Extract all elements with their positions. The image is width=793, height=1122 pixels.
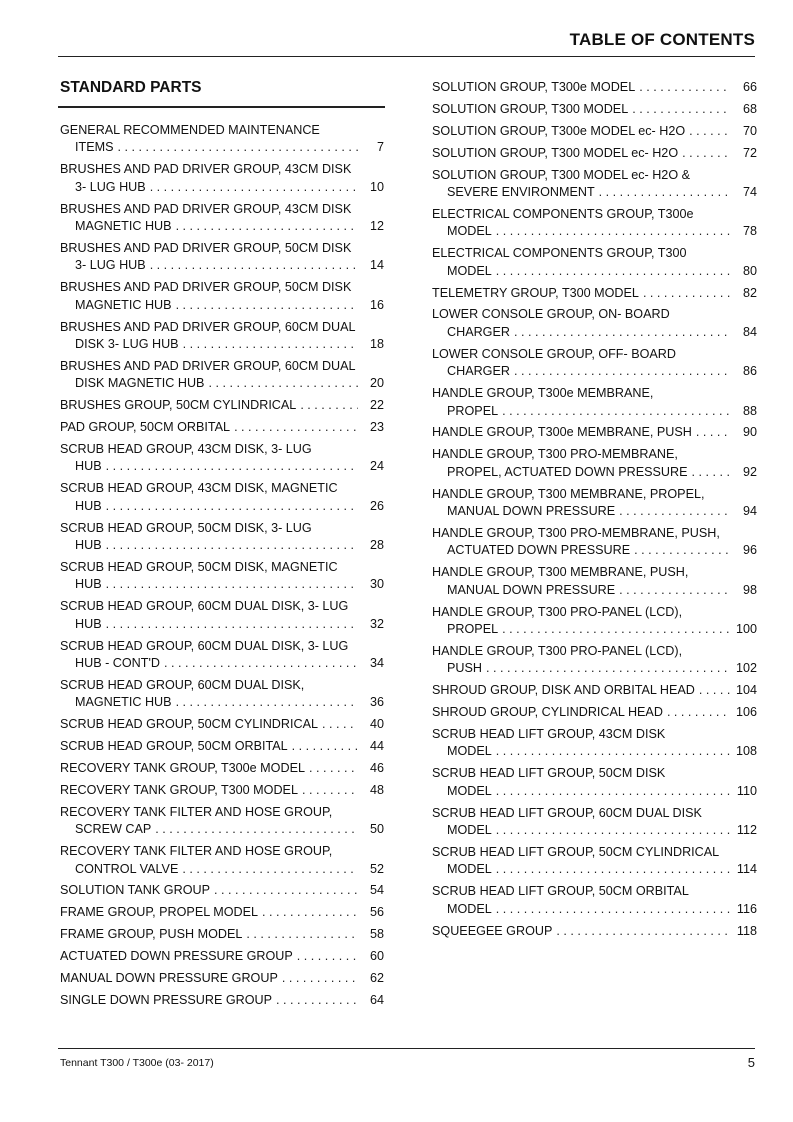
toc-entry-title: SOLUTION GROUP, T300 MODEL <box>432 101 629 116</box>
dot-leader <box>176 297 358 314</box>
toc-page-number: 90 <box>742 425 757 440</box>
dot-leader <box>699 682 730 699</box>
toc-entry[interactable] <box>432 145 757 162</box>
toc-page-number: 66 <box>742 80 757 94</box>
dot-leader <box>150 179 358 196</box>
toc-entry-title: SOLUTION GROUP, T300 MODEL ec- H2O & <box>432 167 691 182</box>
toc-entry[interactable] <box>60 638 384 673</box>
dot-leader <box>214 882 358 899</box>
toc-entry[interactable] <box>432 446 757 481</box>
toc-entry[interactable] <box>432 682 757 699</box>
header-divider <box>58 56 755 57</box>
toc-entry[interactable] <box>432 167 757 202</box>
toc-entry-title-continued: MODEL <box>447 862 492 877</box>
toc-entry-title-continued: 3- LUG HUB <box>75 179 146 194</box>
toc-page-number: 26 <box>369 498 384 513</box>
toc-entry-title: SCRUB HEAD LIFT GROUP, 50CM ORBITAL <box>432 884 689 899</box>
toc-entry-title-continued: DISK 3- LUG HUB <box>75 336 179 351</box>
dot-leader <box>632 101 731 118</box>
toc-entry[interactable] <box>60 598 384 633</box>
toc-entry-title-continued: PROPEL, ACTUATED DOWN PRESSURE <box>447 464 688 479</box>
toc-page-number: 86 <box>742 364 757 379</box>
toc-entry-title-continued: ITEMS <box>75 140 114 155</box>
dot-leader <box>514 363 731 380</box>
toc-entry-title-continued: SEVERE ENVIRONMENT <box>447 185 595 200</box>
toc-entry-title: PAD GROUP, 50CM ORBITAL <box>60 420 231 435</box>
toc-entry[interactable] <box>60 677 384 712</box>
dot-leader <box>117 139 358 156</box>
dot-leader <box>496 783 731 800</box>
dot-leader <box>639 79 731 96</box>
toc-entry[interactable] <box>60 319 384 354</box>
toc-entry[interactable] <box>60 738 384 755</box>
dot-leader <box>282 970 358 987</box>
toc-entry-title-continued: ACTUATED DOWN PRESSURE <box>447 543 631 558</box>
toc-page-number: 54 <box>369 883 384 898</box>
toc-page-number: 30 <box>369 577 384 592</box>
toc-entry-title: HANDLE GROUP, T300 MEMBRANE, PUSH, <box>432 565 689 580</box>
toc-entry-title: FRAME GROUP, PROPEL MODEL <box>60 905 259 920</box>
toc-entry-title: BRUSHES AND PAD DRIVER GROUP, 60CM DUAL <box>60 319 356 334</box>
dot-leader <box>496 743 730 760</box>
toc-entry-title: HANDLE GROUP, T300 PRO-MEMBRANE, PUSH, <box>432 525 720 540</box>
dot-leader <box>486 660 730 677</box>
toc-entry-title-continued: HUB <box>75 616 102 631</box>
toc-entry-title-continued: HUB <box>75 498 102 513</box>
toc-entry-title: BRUSHES AND PAD DRIVER GROUP, 43CM DISK <box>60 162 352 177</box>
toc-page-number: 7 <box>376 140 384 155</box>
toc-page-number: 92 <box>742 464 757 479</box>
dot-leader <box>234 419 358 436</box>
toc-entry[interactable] <box>60 480 384 515</box>
toc-entry[interactable] <box>432 643 757 678</box>
toc-page-number: 16 <box>369 297 384 312</box>
toc-entry[interactable] <box>432 123 757 140</box>
toc-entry-title: SCRUB HEAD GROUP, 50CM CYLINDRICAL <box>60 717 318 732</box>
toc-page-number: 70 <box>742 123 757 138</box>
dot-leader <box>106 576 358 593</box>
toc-entry-title-continued: MODEL <box>447 823 492 838</box>
toc-entry-title: SHROUD GROUP, DISK AND ORBITAL HEAD <box>432 683 695 698</box>
toc-entry[interactable] <box>432 79 757 96</box>
dot-leader <box>496 263 731 280</box>
toc-entry[interactable] <box>60 520 384 555</box>
toc-entry-title-continued: MODEL <box>447 744 492 759</box>
dot-leader <box>514 324 731 341</box>
toc-page-number: 68 <box>742 101 757 116</box>
section-divider <box>58 106 385 108</box>
toc-entry-title-continued: HUB <box>75 538 102 553</box>
toc-entry-title: SHROUD GROUP, CYLINDRICAL HEAD <box>432 705 663 720</box>
toc-page-number: 10 <box>369 179 384 194</box>
dot-leader <box>106 616 358 633</box>
toc-entry[interactable] <box>432 604 757 639</box>
toc-page-number: 44 <box>369 739 384 754</box>
toc-entry-title: RECOVERY TANK FILTER AND HOSE GROUP, <box>60 844 333 859</box>
footer-divider <box>58 1048 755 1049</box>
dot-leader <box>182 861 358 878</box>
toc-page-number: 36 <box>369 695 384 710</box>
toc-entry-title: SCRUB HEAD GROUP, 50CM ORBITAL <box>60 739 288 754</box>
toc-page-number: 22 <box>369 398 384 413</box>
toc-entry[interactable] <box>60 161 384 196</box>
dot-leader <box>322 716 358 733</box>
toc-page-number: 88 <box>742 403 757 418</box>
toc-page-number: 94 <box>742 504 757 519</box>
toc-entry[interactable] <box>60 760 384 777</box>
dot-leader <box>292 738 358 755</box>
footer-page-number: 5 <box>747 1055 755 1070</box>
toc-page-number: 72 <box>742 145 757 160</box>
toc-page-number: 102 <box>735 661 757 676</box>
toc-page-number: 108 <box>735 744 757 759</box>
toc-page-number: 40 <box>369 717 384 732</box>
toc-entry-title: ELECTRICAL COMPONENTS GROUP, T300e <box>432 206 694 221</box>
dot-leader <box>106 537 358 554</box>
toc-entry-title: LOWER CONSOLE GROUP, ON- BOARD <box>432 307 670 322</box>
dot-leader <box>183 336 358 353</box>
dot-leader <box>667 704 730 721</box>
dot-leader <box>502 403 731 420</box>
toc-entry-title: LOWER CONSOLE GROUP, OFF- BOARD <box>432 346 676 361</box>
dot-leader <box>300 397 358 414</box>
toc-entry[interactable] <box>432 923 757 940</box>
dot-leader <box>309 760 358 777</box>
toc-entry-title: BRUSHES AND PAD DRIVER GROUP, 60CM DUAL <box>60 358 356 373</box>
toc-page-number: 48 <box>369 782 384 797</box>
toc-entry-title-continued: MAGNETIC HUB <box>75 219 172 234</box>
toc-entry[interactable] <box>60 559 384 594</box>
toc-page-number: 56 <box>369 905 384 920</box>
toc-entry-title: HANDLE GROUP, T300 PRO-PANEL (LCD), <box>432 643 683 658</box>
toc-entry[interactable] <box>432 306 757 341</box>
toc-entry-title: SQUEEGEE GROUP <box>432 923 553 938</box>
toc-entry-title-continued: PROPEL <box>447 621 499 636</box>
toc-entry-title: SCRUB HEAD LIFT GROUP, 43CM DISK <box>432 727 666 741</box>
dot-leader <box>297 948 358 965</box>
toc-entry-title-continued: PROPEL <box>447 403 499 418</box>
toc-page-number: 46 <box>369 761 384 775</box>
toc-entry-title-continued: HUB <box>75 577 102 592</box>
toc-entry[interactable] <box>60 397 384 414</box>
toc-entry-title-continued: MODEL <box>447 783 492 798</box>
toc-entry[interactable] <box>432 564 757 599</box>
toc-entry[interactable] <box>432 844 757 879</box>
toc-entry-title-continued: MANUAL DOWN PRESSURE <box>447 582 616 597</box>
toc-entry-title: TELEMETRY GROUP, T300 MODEL <box>432 285 639 300</box>
page-header-title: TABLE OF CONTENTS <box>569 30 755 49</box>
toc-page-number: 34 <box>369 655 384 670</box>
toc-page-number: 50 <box>369 822 384 837</box>
toc-entry-title: SOLUTION GROUP, T300e MODEL ec- H2O <box>432 123 686 138</box>
toc-page-number: 32 <box>369 616 384 631</box>
toc-page-number: 84 <box>742 324 757 339</box>
toc-entry-title: HANDLE GROUP, T300e MEMBRANE, PUSH <box>432 425 692 440</box>
toc-entry[interactable] <box>60 804 384 839</box>
toc-entry-title-continued: 3- LUG HUB <box>75 258 146 273</box>
toc-entry[interactable] <box>432 525 757 560</box>
toc-entry-title-continued: CHARGER <box>447 324 510 339</box>
toc-entry-title-continued: DISK MAGNETIC HUB <box>75 376 205 391</box>
toc-entry-title: GENERAL RECOMMENDED MAINTENANCE <box>60 123 320 137</box>
toc-page-number: 114 <box>736 862 757 877</box>
toc-entry[interactable] <box>60 279 384 314</box>
toc-entry-title-continued: HUB <box>75 459 102 474</box>
toc-page-number: 74 <box>742 185 757 200</box>
toc-page-number: 14 <box>369 258 384 273</box>
toc-entry[interactable] <box>432 883 757 918</box>
toc-entry[interactable] <box>432 101 757 118</box>
toc-entry-title: FRAME GROUP, PUSH MODEL <box>60 927 243 942</box>
dot-leader <box>619 503 731 520</box>
toc-entry-title: SOLUTION GROUP, T300 MODEL ec- H2O <box>432 145 679 160</box>
toc-entry[interactable] <box>432 424 757 441</box>
toc-entry-title-continued: MODEL <box>447 901 492 916</box>
toc-page-number: 110 <box>736 783 757 798</box>
toc-entry-title: SCRUB HEAD GROUP, 43CM DISK, MAGNETIC <box>60 481 338 496</box>
toc-entry-title: BRUSHES GROUP, 50CM CYLINDRICAL <box>60 398 297 413</box>
toc-page-number: 104 <box>735 683 757 698</box>
dot-leader <box>155 821 358 838</box>
toc-entry[interactable] <box>60 782 384 799</box>
toc-page-number: 116 <box>736 901 757 916</box>
dot-leader <box>496 223 731 240</box>
toc-entry-title: SCRUB HEAD LIFT GROUP, 60CM DUAL DISK <box>432 805 702 820</box>
toc-page-number: 98 <box>742 582 757 597</box>
toc-entry-title: SCRUB HEAD LIFT GROUP, 50CM DISK <box>432 766 666 781</box>
toc-entry[interactable] <box>432 245 757 280</box>
toc-page-number: 24 <box>369 459 384 474</box>
toc-entry-title-continued: MODEL <box>447 263 492 278</box>
toc-page-number: 112 <box>736 823 757 838</box>
toc-page-number: 28 <box>369 538 384 553</box>
dot-leader <box>696 424 731 441</box>
toc-entry[interactable] <box>432 765 757 800</box>
toc-column-left <box>60 122 384 1014</box>
toc-entry[interactable] <box>60 716 384 733</box>
toc-entry[interactable] <box>60 904 384 921</box>
toc-entry-title: SCRUB HEAD GROUP, 43CM DISK, 3- LUG <box>60 442 312 456</box>
dot-leader <box>502 621 730 638</box>
toc-entry-title: SOLUTION TANK GROUP <box>60 883 210 898</box>
dot-leader <box>208 375 358 392</box>
toc-entry-title: HANDLE GROUP, T300e MEMBRANE, <box>432 386 654 401</box>
dot-leader <box>302 782 358 799</box>
dot-leader <box>689 123 731 140</box>
toc-entry-title-continued: MAGNETIC HUB <box>75 695 172 710</box>
toc-entry[interactable] <box>432 385 757 420</box>
toc-entry-title-continued: CONTROL VALVE <box>75 861 179 876</box>
toc-entry-title: ACTUATED DOWN PRESSURE GROUP <box>60 949 293 964</box>
toc-entry[interactable] <box>432 726 757 761</box>
toc-entry-title: SCRUB HEAD GROUP, 60CM DUAL DISK, 3- LUG <box>60 638 349 653</box>
dot-leader <box>106 498 358 515</box>
dot-leader <box>556 923 731 940</box>
dot-leader <box>276 992 358 1009</box>
toc-entry-title: RECOVERY TANK GROUP, T300 MODEL <box>60 782 298 797</box>
toc-entry[interactable] <box>60 441 384 476</box>
toc-page-number: 82 <box>742 285 757 300</box>
dot-leader <box>164 655 358 672</box>
toc-page-number: 118 <box>736 923 757 938</box>
dot-leader <box>619 582 731 599</box>
toc-entry-title-continued: SCREW CAP <box>75 822 152 837</box>
toc-entry-title: SINGLE DOWN PRESSURE GROUP <box>60 992 273 1007</box>
dot-leader <box>496 822 731 839</box>
toc-entry-title: BRUSHES AND PAD DRIVER GROUP, 43CM DISK <box>60 201 352 216</box>
toc-entry[interactable] <box>432 346 757 381</box>
toc-column-right <box>432 79 757 944</box>
toc-entry-title: SCRUB HEAD GROUP, 50CM DISK, 3- LUG <box>60 520 312 535</box>
toc-page-number: 106 <box>735 705 757 720</box>
toc-entry-title: HANDLE GROUP, T300 PRO-PANEL (LCD), <box>432 604 683 619</box>
footer-doc-id: Tennant T300 / T300e (03- 2017) <box>60 1057 214 1069</box>
toc-entry-title-continued: MODEL <box>447 224 492 239</box>
toc-entry[interactable] <box>60 122 384 157</box>
toc-page-number: 23 <box>369 420 384 435</box>
toc-entry-title-continued: MAGNETIC HUB <box>75 297 172 312</box>
toc-entry-title: RECOVERY TANK FILTER AND HOSE GROUP, <box>60 804 333 819</box>
toc-entry-title: MANUAL DOWN PRESSURE GROUP <box>60 971 278 986</box>
toc-entry[interactable] <box>432 206 757 241</box>
toc-entry-title: SCRUB HEAD LIFT GROUP, 50CM CYLINDRICAL <box>432 844 720 859</box>
toc-page-number: 64 <box>369 992 384 1007</box>
dot-leader <box>692 464 732 481</box>
toc-entry[interactable] <box>432 704 757 721</box>
dot-leader <box>150 257 358 274</box>
dot-leader <box>496 861 731 878</box>
toc-entry-title: SCRUB HEAD GROUP, 60CM DUAL DISK, 3- LUG <box>60 599 349 614</box>
toc-page-number: 18 <box>369 336 384 351</box>
toc-entry-title: SOLUTION GROUP, T300e MODEL <box>432 80 636 94</box>
dot-leader <box>682 145 731 162</box>
dot-leader <box>599 184 731 201</box>
toc-entry-title: SCRUB HEAD GROUP, 60CM DUAL DISK, <box>60 677 305 692</box>
dot-leader <box>634 542 731 559</box>
dot-leader <box>262 904 358 921</box>
toc-entry-title-continued: CHARGER <box>447 364 510 379</box>
toc-entry-title: HANDLE GROUP, T300 PRO-MEMBRANE, <box>432 447 678 462</box>
toc-entry[interactable] <box>432 486 757 521</box>
toc-page-number: 80 <box>742 263 757 278</box>
toc-entry[interactable] <box>60 358 384 393</box>
toc-entry[interactable] <box>60 240 384 275</box>
toc-entry-title: BRUSHES AND PAD DRIVER GROUP, 50CM DISK <box>60 280 352 295</box>
toc-page-number: 52 <box>369 861 384 876</box>
toc-entry[interactable] <box>60 992 384 1009</box>
toc-page-number: 20 <box>369 376 384 391</box>
toc-entry-title: SCRUB HEAD GROUP, 50CM DISK, MAGNETIC <box>60 559 338 574</box>
toc-entry[interactable] <box>60 882 384 899</box>
toc-page-number: 96 <box>742 543 757 558</box>
toc-entry-title-continued: MANUAL DOWN PRESSURE <box>447 504 616 519</box>
toc-entry[interactable] <box>60 419 384 436</box>
section-title: STANDARD PARTS <box>60 79 202 96</box>
toc-page-number: 12 <box>369 219 384 234</box>
dot-leader <box>246 926 358 943</box>
toc-entry[interactable] <box>432 285 757 302</box>
toc-entry-title-continued: HUB - CONT'D <box>75 655 160 670</box>
toc-entry[interactable] <box>60 970 384 987</box>
toc-entry-title: BRUSHES AND PAD DRIVER GROUP, 50CM DISK <box>60 240 352 255</box>
toc-entry-title: ELECTRICAL COMPONENTS GROUP, T300 <box>432 246 687 261</box>
toc-page-number: 100 <box>735 621 757 636</box>
dot-leader <box>106 458 358 475</box>
toc-entry-title: RECOVERY TANK GROUP, T300e MODEL <box>60 761 305 775</box>
toc-entry-title-continued: PUSH <box>447 661 482 676</box>
toc-entry[interactable] <box>432 805 757 840</box>
dot-leader <box>643 285 731 302</box>
toc-entry[interactable] <box>60 948 384 965</box>
toc-entry[interactable] <box>60 201 384 236</box>
toc-page-number: 78 <box>742 224 757 239</box>
dot-leader <box>496 901 731 918</box>
toc-page-number: 58 <box>369 927 384 942</box>
toc-entry-title: HANDLE GROUP, T300 MEMBRANE, PROPEL, <box>432 486 705 501</box>
dot-leader <box>176 694 358 711</box>
toc-entry[interactable] <box>60 843 384 878</box>
dot-leader <box>176 218 358 235</box>
toc-entry[interactable] <box>60 926 384 943</box>
toc-page-number: 60 <box>369 949 384 964</box>
toc-page-number: 62 <box>369 971 384 986</box>
